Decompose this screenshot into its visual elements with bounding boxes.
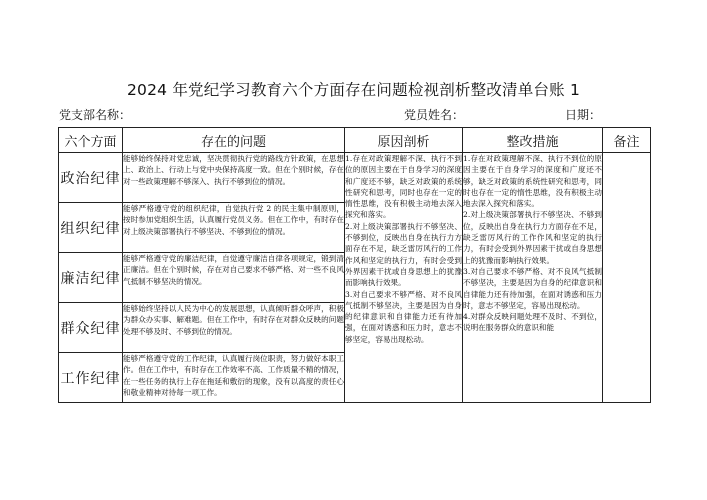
measure-list (463, 153, 602, 334)
problem-cell: 能够严格遵守党的廉洁纪律，自觉遵守廉洁自律各项规定，锻到清正廉洁。但在个别时候，存在对自己要求不够严格、对一些不良风气抵制不够坚决的情况。 (123, 253, 345, 303)
table-header-row (59, 128, 651, 153)
measure-item: 1.存在对政策理解不深、执行不到位的原因主要在于自身学习的深度和广度还不够，缺乏对政策的系统性研究和思考，同时也存在一定的惰性思维，没有积极主动地去深入探究和落实。 (463, 154, 602, 209)
aspect-name: 组织纪律 (60, 220, 121, 237)
problem-cell: 能够始终保持对党忠诚，坚决贯彻执行党的路线方针政策，在思想上、政治上、行动上与党中央保持高度一致。但在个别时候，存在对一些政策理解不够深入、执行不够到位的情况。 (123, 153, 345, 203)
header-cause: 原因剖析 (345, 128, 463, 153)
aspect-name: 廉洁纪律 (60, 270, 121, 287)
cause-item: 3.对自己要求不够严格、对不良风气抵制不够坚决，主要是因为自身的纪律意识和自律能力还有待加强，在面对诱惑和压力时，意志不够坚定，容易出现松动。 (345, 289, 462, 344)
cause-item: 1.存在对政策理解不深、执行不到位的原因主要在于自身学习的深度和广度还不够，缺乏对政策的系统性研究和思考，同时也存在一定的惰性思维，没有积极主动地去深入探究和落实。 (345, 154, 462, 220)
header-aspect: 六个方面 (59, 128, 123, 153)
header-problem: 存在的问题 (123, 128, 345, 153)
rectification-measures-cell (463, 153, 603, 403)
aspect-name: 工作纪律 (60, 370, 121, 387)
aspect-cell (59, 353, 123, 403)
measure-item: 4.对群众反映问题处理不及时、不到位，说明在服务群众的意识和能 (463, 312, 602, 333)
problem-cell: 能够严格遵守党的工作纪律，认真履行岗位职责，努力做好本职工作。但在工作中，有时存在工作效率不高、工作质量不精的情况，在一些任务的执行上存在拖延和敷衍的现象，没有以高度的责任心和敬业精神对待每一项工作。 (123, 353, 345, 403)
aspect-cell (59, 303, 123, 353)
remark-cell (603, 153, 651, 403)
header-measure: 整改措施 (463, 128, 603, 153)
aspect-cell (59, 253, 123, 303)
aspect-cell (59, 203, 123, 253)
date-label: 日期： (565, 108, 602, 122)
document-title: 2024 年党纪学习教育六个方面存在问题检视剖析整改清单台账 1 (126, 81, 581, 99)
branch-name-label: 党支部名称： (59, 108, 132, 122)
cause-analysis-cell (345, 153, 463, 403)
cause-list (345, 153, 462, 345)
header-remark: 备注 (603, 128, 651, 153)
cause-item: 2.对上级决策部署执行不够坚决、不够到位，反映出自身在执行力方面存在不足，缺乏雷厉风行的工作作风和坚定的执行力，有时会受到外界因素干扰或自身思想上的犹豫而影响执行效果。 (345, 221, 462, 288)
measure-item: 2.对上级决策部署执行不够坚决、不够到位，反映出自身在执行力方面存在不足，缺乏雷厉风行的工作作风和坚定的执行力，有时会受到外界因素干扰或自身思想上的犹豫而影响执行效果。 (463, 210, 602, 265)
aspect-cell (59, 153, 123, 203)
measure-item: 3.对自己要求不够严格、对不良风气抵制不够坚决，主要是因为自身的纪律意识和自律能力还有待加强，在面对诱惑和压力时，意志不够坚定，容易出现松动。 (463, 266, 602, 310)
rectification-ledger-table (58, 127, 651, 403)
problem-cell: 能够严格遵守党的组织纪律，自觉执行党 2 的民主集中制原则，按时参加党组织生活，认真履行党员义务。但在工作中，有时存在对上级决策部署执行不够坚决、不够到位的情况。 (123, 203, 345, 253)
aspect-name: 政治纪律 (60, 170, 121, 187)
problem-cell: 能够始终坚持以人民为中心的发展思想，认真倾听群众呼声，积极为群众办实事、解难题。但在工作中，有时存在对群众反映的问题处理不够及时、不够到位的情况。 (123, 303, 345, 353)
aspect-name: 群众纪律 (60, 320, 121, 337)
member-name-label: 党员姓名： (404, 108, 465, 122)
table-row (59, 153, 651, 203)
